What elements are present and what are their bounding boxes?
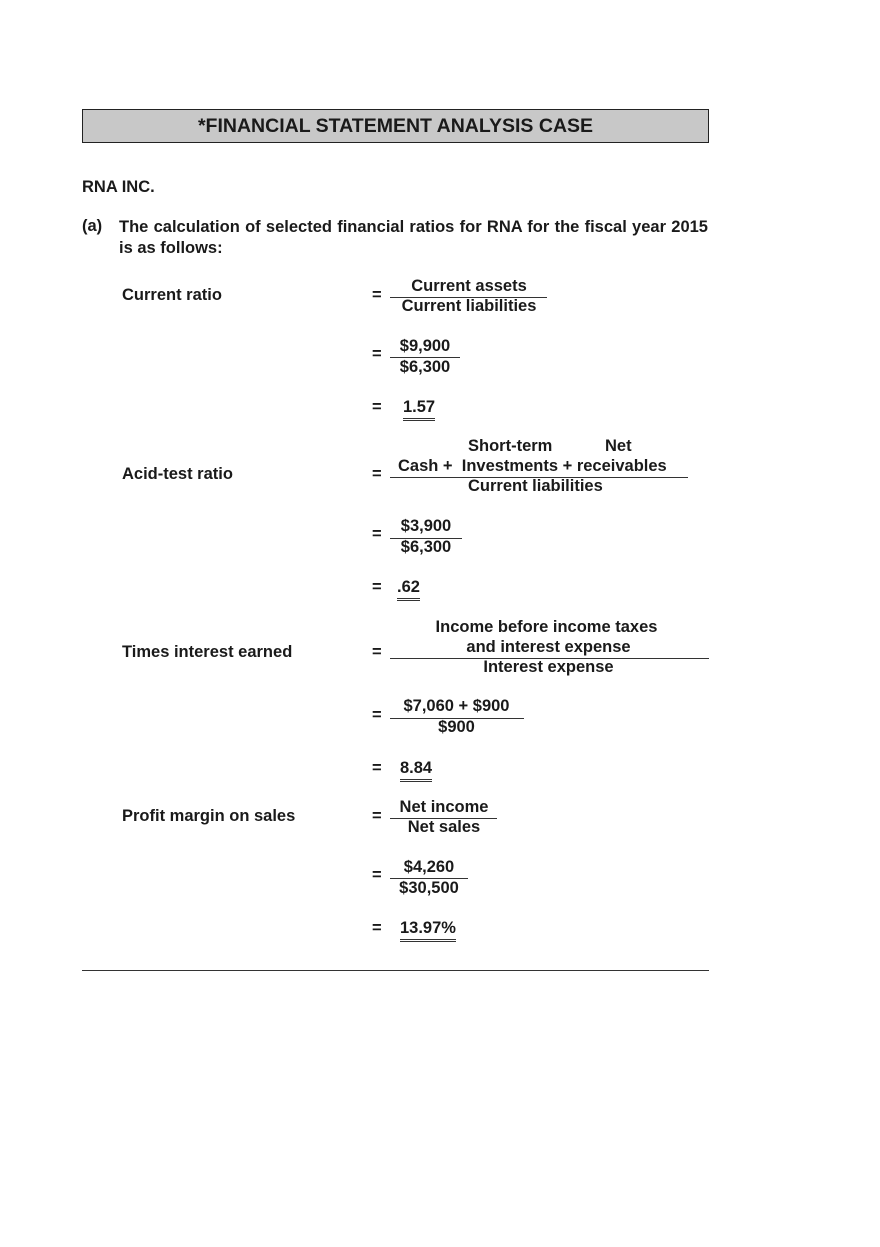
profit-margin-values-denominator: $30,500 [399,879,459,897]
acid-test-values-denominator: $6,300 [400,538,452,556]
times-interest-formula-denominator: Interest expense [483,658,614,676]
equals-sign: = [372,706,382,724]
equals-sign: = [372,286,382,304]
section-divider [82,970,709,971]
profit-margin-formula-denominator: Net sales [407,818,481,836]
acid-test-label: Acid-test ratio [122,465,233,483]
times-interest-numerator-line1: Income before income taxes [435,618,658,636]
part-a-marker: (a) [82,217,103,235]
acid-test-values-numerator: $3,900 [400,517,452,535]
equals-sign: = [372,807,382,825]
page-title: *FINANCIAL STATEMENT ANALYSIS CASE [82,109,709,143]
equals-sign: = [372,525,382,543]
current-ratio-formula-numerator: Current assets [411,277,527,295]
equals-sign: = [372,465,382,483]
current-ratio-label: Current ratio [122,286,222,304]
equals-sign: = [372,866,382,884]
acid-test-numerator-short-term: Short-term [468,437,553,455]
equals-sign: = [372,345,382,363]
acid-test-result: .62 [397,578,420,601]
profit-margin-values-numerator: $4,260 [403,858,455,876]
part-a-text: The calculation of selected financial ratios for RNA for the fiscal year 2015 is as follows: [119,218,708,257]
acid-test-numerator-net: Net [605,437,632,455]
times-interest-result: 8.84 [400,759,432,782]
times-interest-values-numerator: $7,060 + $900 [403,697,510,715]
company-name: RNA INC. [82,178,155,196]
times-interest-values-denominator: $900 [438,718,475,736]
equals-sign: = [372,643,382,661]
acid-test-formula-denominator: Current liabilities [468,477,603,495]
equals-sign: = [372,398,382,416]
equals-sign: = [372,759,382,777]
current-ratio-formula-denominator: Current liabilities [401,297,537,315]
equals-sign: = [372,919,382,937]
equals-sign: = [372,578,382,596]
times-interest-label: Times interest earned [122,643,293,661]
profit-margin-formula-numerator: Net income [399,798,489,816]
profit-margin-label: Profit margin on sales [122,807,296,825]
current-ratio-result: 1.57 [403,398,435,421]
current-ratio-values-numerator: $9,900 [399,337,451,355]
acid-test-numerator: Cash + Investments + receivables [398,457,667,475]
current-ratio-values-denominator: $6,300 [399,358,451,376]
profit-margin-result: 13.97% [400,919,456,942]
times-interest-numerator-line2: and interest expense [466,638,631,656]
